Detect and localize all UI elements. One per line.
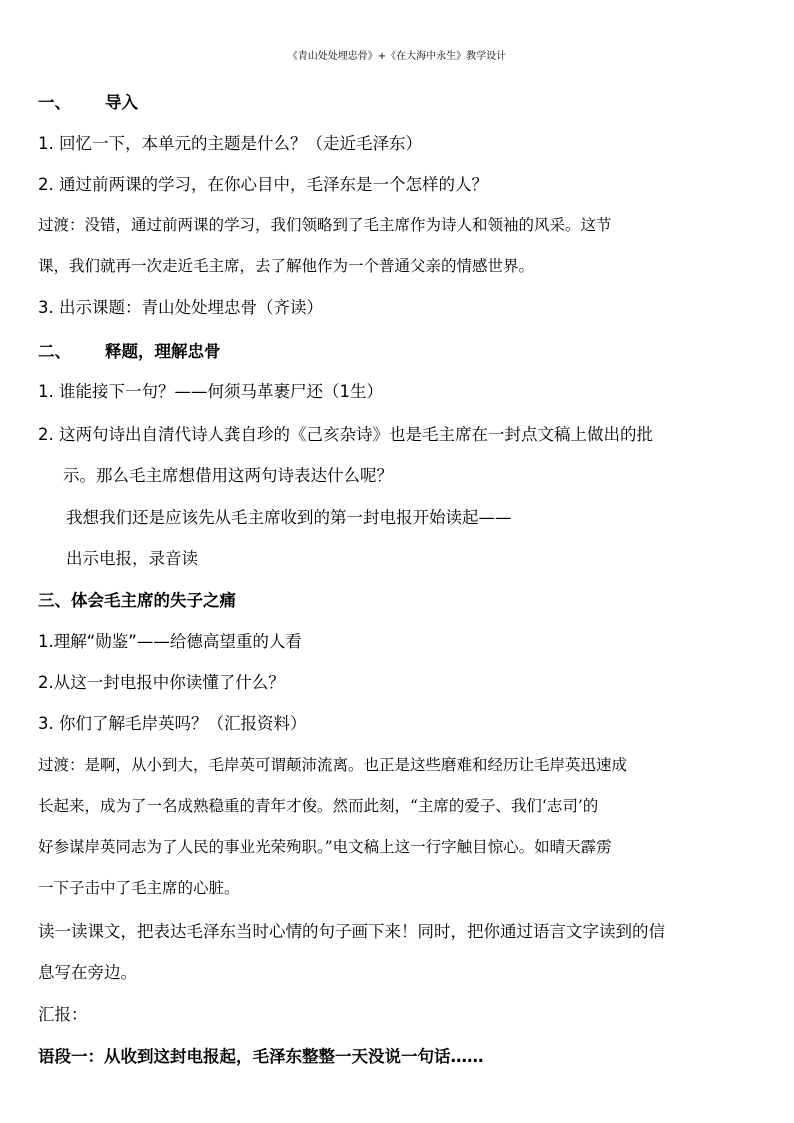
question-2-1: 1. 谁能接下一句？——何须马革裹尸还（1生） <box>38 382 383 401</box>
section-1-title: 导入 <box>105 93 138 112</box>
transition-1-line-1: 过渡：没错，通过前两课的学习，我们领略到了毛主席作为诗人和领袖的风采。这节 <box>38 216 612 234</box>
section-2-title: 释题，理解忠骨 <box>105 342 221 361</box>
question-1-2: 2. 通过前两课的学习，在你心目中，毛泽东是一个怎样的人？ <box>38 175 488 194</box>
section-1-number: 一、 <box>38 93 71 112</box>
report-label: 汇报： <box>38 1005 88 1024</box>
reading-task-line-1: 读一读课文，把表达毛泽东当时心情的句子画下来！同时，把你通过语言文字读到的信 <box>38 922 665 941</box>
section-2-heading <box>38 341 221 363</box>
question-2-2-line-1: 2. 这两句诗出自清代诗人龚自珍的《己亥杂诗》也是毛主席在一封点文稿上做出的批 <box>38 425 653 444</box>
section-1-heading <box>38 92 138 114</box>
reading-task-line-2: 息写在旁边。 <box>38 963 137 982</box>
question-2-2-line-2: 示。那么毛主席想借用这两句诗表达什么呢？ <box>63 466 393 485</box>
transition-3-line-4: 一下子击中了毛主席的心脏。 <box>38 879 240 897</box>
question-1-3: 3. 出示课题：青山处处埋忠骨（齐读） <box>38 298 323 317</box>
paragraph-2-1: 我想我们还是应该先从毛主席收到的第一封电报开始读起—— <box>66 508 512 527</box>
question-3-3: 3. 你们了解毛岸英吗？（汇报资料） <box>38 714 307 733</box>
passage-1-heading: 语段一：从收到这封电报起，毛泽东整整一天没说一句话…… <box>38 1047 484 1066</box>
section-3-heading: 三、体会毛主席的失子之痛 <box>38 591 236 610</box>
transition-1-line-2: 课，我们就再一次走近毛主席，去了解他作为一个普通父亲的情感世界。 <box>38 257 535 275</box>
section-2-number: 二、 <box>38 342 71 361</box>
transition-3-line-3: 好参谋岸英同志为了人民的事业光荣殉职。”电文稿上这一行字触目惊心。如晴天霹雳 <box>38 838 612 856</box>
question-3-2: 2.从这一封电报中你读懂了什么？ <box>38 673 285 692</box>
transition-3-line-1: 过渡：是啊，从小到大，毛岸英可谓颠沛流离。也正是这些磨难和经历让毛岸英迅速成 <box>38 756 628 774</box>
paragraph-2-2: 出示电报，录音读 <box>66 549 198 568</box>
document-title: 《青山处处埋忠骨》+《在大海中永生》教学设计 <box>287 51 507 62</box>
question-1-1: 1. 回忆一下，本单元的主题是什么？（走近毛泽东） <box>38 134 422 153</box>
transition-3-line-2: 长起来，成为了一名成熟稳重的青年才俊。然而此刻，“主席的爱子、我们‘志司’的 <box>38 797 599 815</box>
question-3-1: 1.理解“勋鉴”——给德高望重的人看 <box>38 632 302 651</box>
